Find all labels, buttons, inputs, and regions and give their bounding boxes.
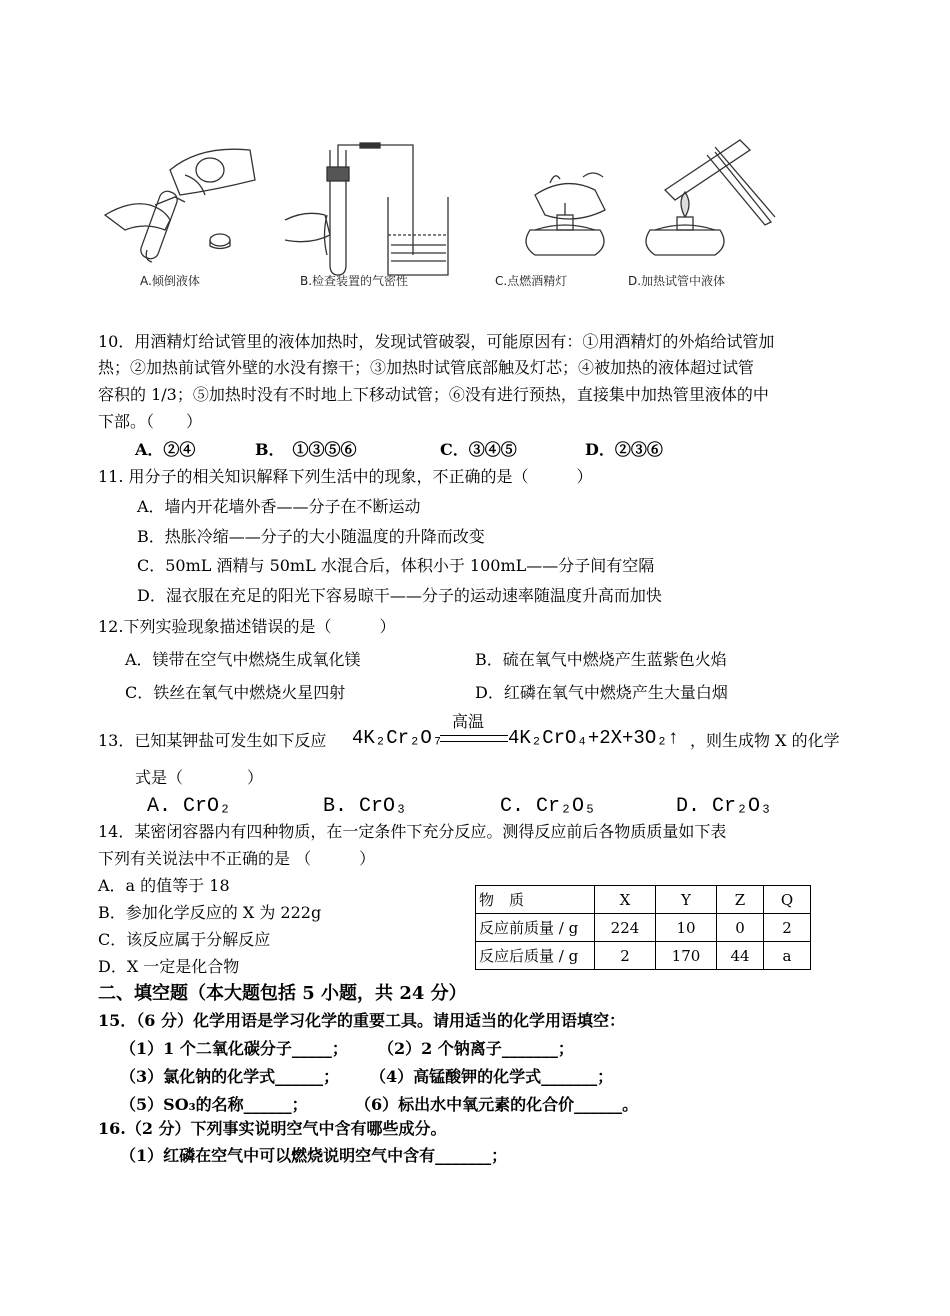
table-cell: 10 xyxy=(656,914,717,942)
table-cell: 224 xyxy=(595,914,656,942)
table-header-row xyxy=(476,886,811,914)
q13-option-b: B. CrO₃ xyxy=(323,795,408,818)
q13-stem-suffix: ，则生成物 X 的化学 xyxy=(690,731,840,750)
q14-option-b: B．参加化学反应的 X 为 222g xyxy=(98,903,322,922)
q14-line-1: 14．某密闭容器内有四种物质，在一定条件下充分反应。测得反应前后各物质质量如下表 xyxy=(98,822,727,841)
table-cell: 0 xyxy=(717,914,764,942)
lab-apparatus-drawings xyxy=(95,135,785,295)
table-header-cell: Z xyxy=(717,886,764,914)
q12-option-c: C．铁丝在氧气中燃烧火星四射 xyxy=(125,683,346,702)
lighting-alcohol-lamp-illustration xyxy=(526,173,605,255)
q13-double-line xyxy=(440,735,508,742)
apparatus-figure xyxy=(95,135,785,295)
table-cell: 反应前质量 / g xyxy=(476,914,595,942)
q14-line-2: 下列有关说法中不正确的是 （ ） xyxy=(98,849,376,868)
airtightness-check-illustration xyxy=(285,143,448,275)
q13-line-2: 式是（ ） xyxy=(135,768,264,787)
pouring-liquid-illustration xyxy=(105,149,255,262)
table-cell: a xyxy=(764,942,811,970)
heating-test-tube-illustration xyxy=(646,140,775,255)
caption-b: B.检查装置的气密性 xyxy=(300,274,409,288)
q10-option-a: A．②④ xyxy=(135,440,196,459)
q14-option-a: A．a 的值等于 18 xyxy=(98,876,230,895)
table-cell: 2 xyxy=(595,942,656,970)
caption-a: A.倾倒液体 xyxy=(140,274,200,288)
q11-option-a: A．墙内开花墙外香——分子在不断运动 xyxy=(137,497,421,516)
table-row xyxy=(476,942,811,970)
table-row xyxy=(476,914,811,942)
table-cell: 2 xyxy=(764,914,811,942)
q11-option-b: B．热胀冷缩——分子的大小随温度的升降而改变 xyxy=(137,527,485,546)
q13-option-a: A. CrO₂ xyxy=(147,795,232,818)
q15-item-2: （2）2 个钠离子_______； xyxy=(378,1039,574,1058)
section-2-title: 二、填空题（本大题包括 5 小题，共 24 分） xyxy=(98,983,467,1004)
q10-option-b: B． ①③⑤⑥ xyxy=(255,440,357,459)
caption-d: D.加热试管中液体 xyxy=(628,274,726,288)
q12-option-d: D．红磷在氧气中燃烧产生大量白烟 xyxy=(475,683,728,702)
caption-c: C.点燃酒精灯 xyxy=(495,274,568,288)
q10-line-2: 热；②加热前试管外壁的水没有擦干；③加热时试管底部触及灯芯；④被加热的液体超过试管 xyxy=(98,358,755,377)
q16-stem: 16.（2 分）下列事实说明空气中含有哪些成分。 xyxy=(98,1119,447,1138)
q13-option-d: D. Cr₂O₃ xyxy=(676,795,773,818)
q10-line-4: 下部。（ ） xyxy=(98,412,203,431)
q15-item-5: （5）SO₃的名称______； xyxy=(120,1095,308,1114)
q15-item-6: （6）标出水中氧元素的化合价______。 xyxy=(355,1095,639,1114)
q10-option-c: C．③④⑤ xyxy=(440,440,517,459)
q11-stem: 11. 用分子的相关知识解释下列生活中的现象，不正确的是（ ） xyxy=(98,467,593,486)
q10-option-d: D．②③⑥ xyxy=(585,440,663,459)
q16-item-1: （1）红磷在空气中可以燃烧说明空气中含有_______； xyxy=(120,1146,508,1165)
q11-option-c: C．50mL 酒精与 50mL 水混合后，体积小于 100mL——分子间有空隔 xyxy=(137,556,655,575)
q15-item-1: （1）1 个二氧化碳分子_____； xyxy=(120,1039,348,1058)
q13-products: 4K₂CrO₄+2X+3O₂↑ xyxy=(508,727,680,749)
q15-item-4: （4）高锰酸钾的化学式_______； xyxy=(370,1067,614,1086)
q13-option-c: C. Cr₂O₅ xyxy=(500,795,597,818)
q13-condition: 高温 xyxy=(452,712,485,731)
mass-data-table xyxy=(475,885,811,970)
q15-item-3: （3）氯化钠的化学式______； xyxy=(120,1067,340,1086)
table-cell: 反应后质量 / g xyxy=(476,942,595,970)
table-cell: 44 xyxy=(717,942,764,970)
q10-line-3: 容积的 1/3；⑤加热时没有不时地上下移动试管；⑥没有进行预热，直接集中加热管里液体的中 xyxy=(98,385,769,404)
table-header-cell: 物 质 xyxy=(476,886,595,914)
q12-option-b: B．硫在氧气中燃烧产生蓝紫色火焰 xyxy=(475,650,727,669)
q13-reactant: 4K₂Cr₂O₇ xyxy=(352,727,444,749)
q14-option-d: D．X 一定是化合物 xyxy=(98,957,240,976)
q11-option-d: D．湿衣服在充足的阳光下容易晾干——分子的运动速率随温度升高而加快 xyxy=(137,586,662,605)
table-header-cell: Q xyxy=(764,886,811,914)
q12-option-a: A．镁带在空气中燃烧生成氧化镁 xyxy=(125,650,361,669)
table-header-cell: Y xyxy=(656,886,717,914)
q14-option-c: C．该反应属于分解反应 xyxy=(98,930,271,949)
table-cell: 170 xyxy=(656,942,717,970)
q12-stem: 12.下列实验现象描述错误的是（ ） xyxy=(98,617,396,636)
q13-stem-prefix: 13．已知某钾盐可发生如下反应 xyxy=(98,731,327,750)
q15-stem: 15．（6 分）化学用语是学习化学的重要工具。请用适当的化学用语填空： xyxy=(98,1011,625,1030)
q10-line-1: 10．用酒精灯给试管里的液体加热时，发现试管破裂，可能原因有：①用酒精灯的外焰给试管加 xyxy=(98,332,775,351)
table-header-cell: X xyxy=(595,886,656,914)
